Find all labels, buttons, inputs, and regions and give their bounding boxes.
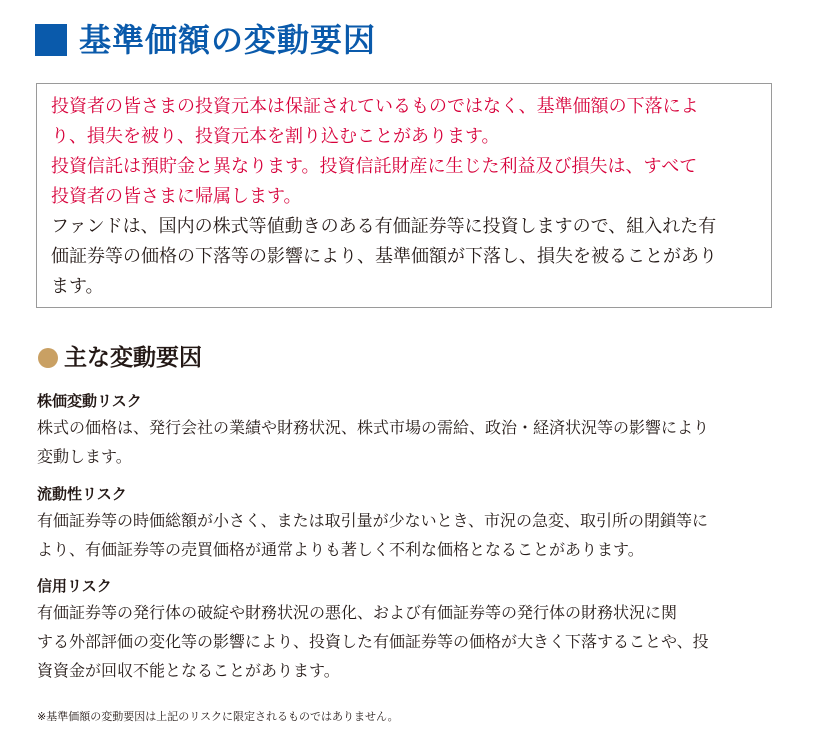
risk-title: 信用リスク	[37, 577, 112, 595]
risk-title: 株価変動リスク	[37, 392, 142, 410]
notice-info-line: 価証券等の価格の下落等の影響により、基準価額が下落し、損失を被ることがあり	[51, 246, 717, 267]
risk-description-line: 有価証券等の時価総額が小さく、または取引量が少ないとき、市況の急変、取引所の閉鎖等に	[37, 511, 709, 530]
notice-warning-line: 投資者の皆さまに帰属します。	[51, 186, 302, 207]
risk-item-credit	[37, 574, 797, 685]
risk-description-line: より、有価証券等の売買価格が通常よりも著しく不利な価格となることがあります。	[37, 540, 644, 559]
notice-info-line: ファンドは、国内の株式等値動きのある有価証券等に投資しますので、組入れた有	[51, 216, 717, 237]
bullet-circle-icon	[38, 348, 58, 368]
notice-box	[36, 83, 772, 308]
section-title: 主な変動要因	[64, 345, 202, 371]
header-square-icon	[35, 24, 67, 56]
notice-info-line: ます。	[51, 276, 104, 297]
notice-warning-line: 投資者の皆さまの投資元本は保証されているものではなく、基準価額の下落によ	[51, 96, 699, 117]
page-header	[35, 20, 376, 60]
risk-item-liquidity	[37, 482, 797, 564]
risk-description-line: 変動します。	[37, 447, 132, 466]
page-title: 基準価額の変動要因	[79, 21, 377, 59]
notice-warning-line: り、損失を被り、投資元本を割り込むことがあります。	[51, 126, 500, 147]
risk-description-line: する外部評価の変化等の影響により、投資した有価証券等の価格が大きく下落することや、投	[37, 632, 709, 651]
risk-description-line: 資資金が回収不能となることがあります。	[37, 661, 340, 680]
risk-item-stock-price	[37, 389, 797, 471]
risk-description-line: 株式の価格は、発行会社の業績や財務状況、株式市場の需給、政治・経済状況等の影響により	[37, 418, 710, 437]
notice-warning-line: 投資信託は預貯金と異なります。投資信託財産に生じた利益及び損失は、すべて	[51, 156, 698, 177]
footnote: ※基準価額の変動要因は上記のリスクに限定されるものではありません。	[37, 710, 399, 723]
section-heading	[38, 340, 202, 376]
risk-description-line: 有価証券等の発行体の破綻や財務状況の悪化、および有価証券等の発行体の財務状況に関	[37, 603, 678, 622]
risk-title: 流動性リスク	[37, 485, 127, 503]
